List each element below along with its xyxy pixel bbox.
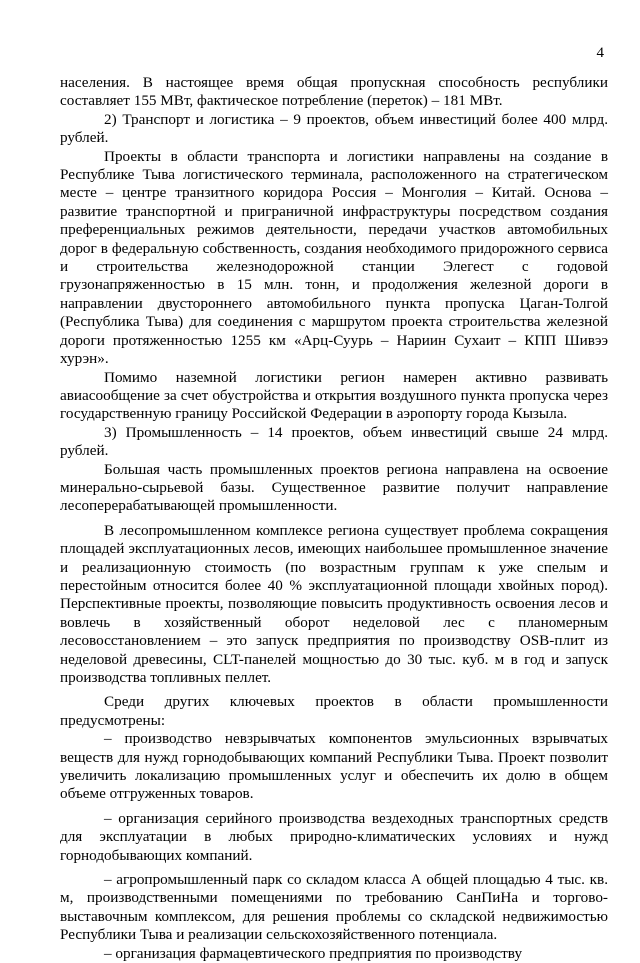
paragraph: населения. В настоящее время общая пропускная способность республики составляет 155 МВт, фактическое потребление (переток) – 181 МВт. — [60, 74, 608, 110]
list-item: – производство невзрывчатых компонентов эмульсионных взрывчатых веществ для нужд горнодобывающих компаний Республики Тыва. Проект позволит увеличить локализацию промышленных услуг и обеспечить их долю в общем объеме отгруженных товаров. — [60, 730, 608, 803]
list-item: – организация фармацевтического предприятия по производству — [104, 944, 523, 962]
paragraph: 3) Промышленность – 14 проектов, объем инвестиций свыше 24 млрд. рублей. — [60, 423, 608, 460]
document-body — [60, 74, 608, 963]
list-item: – агропромышленный парк со складом класса А общей площадью 4 тыс. кв. м, производственными помещениями по требованию СанПиНа и торгово-выставочным комплексом, для решения проблемы со складской недвижимостью Республики Тыва и реализации сельскохозяйственного потенциала. — [60, 871, 608, 944]
list-item: – организация серийного производства вездеходных транспортных средств для эксплуатации в любых природно-климатических условиях и нужд горнодобывающих компаний. — [60, 809, 608, 864]
paragraph: Помимо наземной логистики регион намерен активно развивать авиасообщение за счет обустройства и открытия воздушного пункта пропуска через государственную границу Российской Федерации в аэропорту города Кызыла. — [60, 368, 608, 423]
paragraph: Большая часть промышленных проектов региона направлена на освоение минерально-сырьевой базы. Существенное развитие получит направление лесоперерабатывающей промышленности. — [60, 460, 608, 515]
paragraph: 2) Транспорт и логистика – 9 проектов, объем инвестиций более 400 млрд. рублей. — [60, 110, 608, 147]
page-number: 4 — [596, 45, 604, 61]
paragraph: Среди других ключевых проектов в области промышленности предусмотрены: — [60, 693, 608, 729]
paragraph: Проекты в области транспорта и логистики направлены на создание в Республике Тыва логистического терминала, расположенного на стратегическом месте – центре транзитного коридора Россия – Монголия – Китай. Основа – развитие транспортной и приграничной инфраструктуры посредством создания преференциальных режимов деятельности, передачи участков автомобильных дорог в федеральную собственность, создания необходимого придорожного сервиса и строительства железнодорожной станции Элегест с годовой грузонапряженностью в 15 млн. тонн, и продолжения железной дороги в направлении двустороннего автомобильного пункта пропуска Цаган-Толгой (Республика Тыва) для соединения с маршрутом проекта строительства железной дороги протяженностью 1255 км «Арц-Суурь – Нариин Сухаит – КПП Шивээ хурэн». — [60, 147, 608, 368]
paragraph: В лесопромышленном комплексе региона существует проблема сокращения площадей эксплуатационных лесов, имеющих наибольшее промышленное значение и реализационную стоимость (по возрастным группам к уже спелым и перестойным относится более 40 % эксплуатационной площади хвойных пород). Перспективные проекты, позволяющие повысить продуктивность освоения лесов и вовлечь в хозяйственный оборот неделовой лес с планомерным лесовосстановлением – это запуск предприятия по производству OSB-плит из неделовой древесины, CLT-панелей мощностью до 30 тыс. куб. м в год и запуск производства топливных пеллет. — [60, 521, 608, 686]
